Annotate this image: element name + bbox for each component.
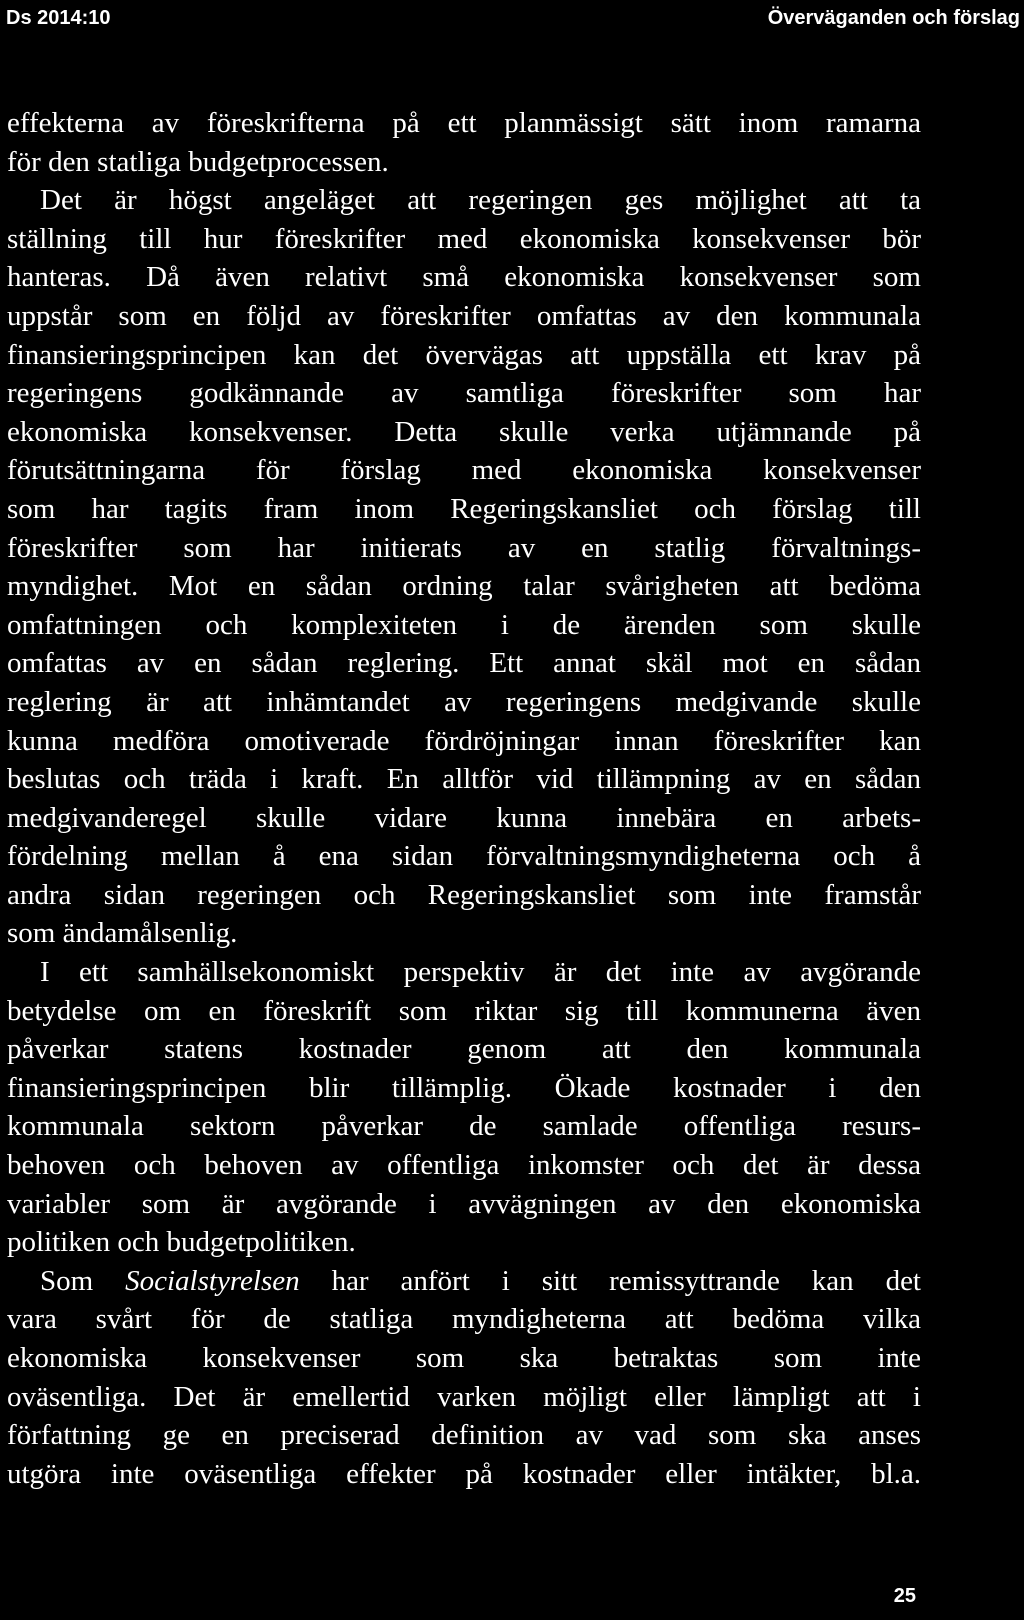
text-line: finansieringsprincipen kan det övervägas att uppställa ett krav på	[7, 338, 921, 371]
text-line: ställning till hur föreskrifter med ekonomiska konsekvenser bör	[7, 222, 921, 255]
text-line: beslutas och träda i kraft. En alltför vid tillämpning av en sådan	[7, 763, 921, 796]
para4-lead: Som	[40, 1264, 94, 1297]
page-number: 25	[893, 1585, 916, 1607]
text-line: regeringens godkännande av samtliga föreskrifter som har	[7, 377, 921, 410]
text-line: som ändamålsenlig.	[7, 917, 238, 950]
body-text	[7, 104, 921, 1493]
text-line: variabler som är avgörande i avvägningen av den ekonomiska	[7, 1187, 921, 1220]
text-line: oväsentliga. Det är emellertid varken möjligt eller lämpligt att i	[7, 1380, 921, 1413]
text-line: som har tagits fram inom Regeringskansliet och förslag till	[7, 492, 921, 525]
text-line-with-emphasis	[7, 1262, 921, 1301]
text-line: reglering är att inhämtandet av regeringens medgivande skulle	[7, 685, 921, 718]
text-line: föreskrifter som har initierats av en statlig förvaltnings-	[7, 531, 921, 564]
text-line: hanteras. Då även relativt små ekonomiska konsekvenser som	[7, 261, 921, 294]
para4-rest: har anfört i sitt remissyttrande kan det	[331, 1264, 921, 1297]
text-line: författning ge en preciserad definition av vad som ska anses	[7, 1419, 921, 1452]
text-line: förutsättningarna för förslag med ekonomiska konsekvenser	[7, 454, 921, 487]
text-line: kunna medföra omotiverade fördröjningar innan föreskrifter kan	[7, 724, 921, 757]
text-line: utgöra inte oväsentliga effekter på kostnader eller intäkter, bl.a.	[7, 1457, 921, 1490]
text-line: fördelning mellan å ena sidan förvaltningsmyndigheterna och å	[7, 840, 921, 873]
text-line: ekonomiska konsekvenser som ska betraktas som inte	[7, 1342, 921, 1374]
text-line: kommunala sektorn påverkar de samlade offentliga resurs-	[7, 1110, 921, 1143]
text-line: myndighet. Mot en sådan ordning talar svårigheten att bedöma	[7, 570, 921, 603]
text-line: andra sidan regeringen och Regeringskansliet som inte framstår	[7, 878, 921, 911]
text-line: betydelse om en föreskrift som riktar sig till kommunerna även	[7, 994, 921, 1027]
text-line: för den statliga budgetprocessen.	[7, 145, 389, 178]
text-line: vara svårt för de statliga myndigheterna att bedöma vilka	[7, 1303, 921, 1336]
text-line: effekterna av föreskrifterna på ett planmässigt sätt inom ramarna	[7, 107, 921, 139]
running-head-left: Ds 2014:10	[6, 7, 111, 29]
organisation-name: Socialstyrelsen	[125, 1264, 300, 1297]
text-line: finansieringsprincipen blir tillämplig. Ökade kostnader i den	[7, 1071, 921, 1104]
text-line: Det är högst angeläget att regeringen ges möjlighet att ta	[40, 184, 921, 217]
text-line: politiken och budgetpolitiken.	[7, 1226, 356, 1259]
text-line: påverkar statens kostnader genom att den kommunala	[7, 1033, 921, 1066]
text-line: I ett samhällsekonomiskt perspektiv är det inte av avgörande	[40, 956, 921, 989]
text-line: medgivanderegel skulle vidare kunna innebära en arbets-	[7, 801, 921, 834]
text-line: omfattningen och komplexiteten i de ärenden som skulle	[7, 608, 921, 641]
text-line: behoven och behoven av offentliga inkomster och det är dessa	[7, 1149, 921, 1182]
text-line: uppstår som en följd av föreskrifter omfattas av den kommunala	[7, 299, 921, 332]
running-head-right: Överväganden och förslag	[767, 7, 1020, 29]
text-line: ekonomiska konsekvenser. Detta skulle verka utjämnande på	[7, 415, 921, 448]
text-line: omfattas av en sådan reglering. Ett annat skäl mot en sådan	[7, 647, 921, 680]
